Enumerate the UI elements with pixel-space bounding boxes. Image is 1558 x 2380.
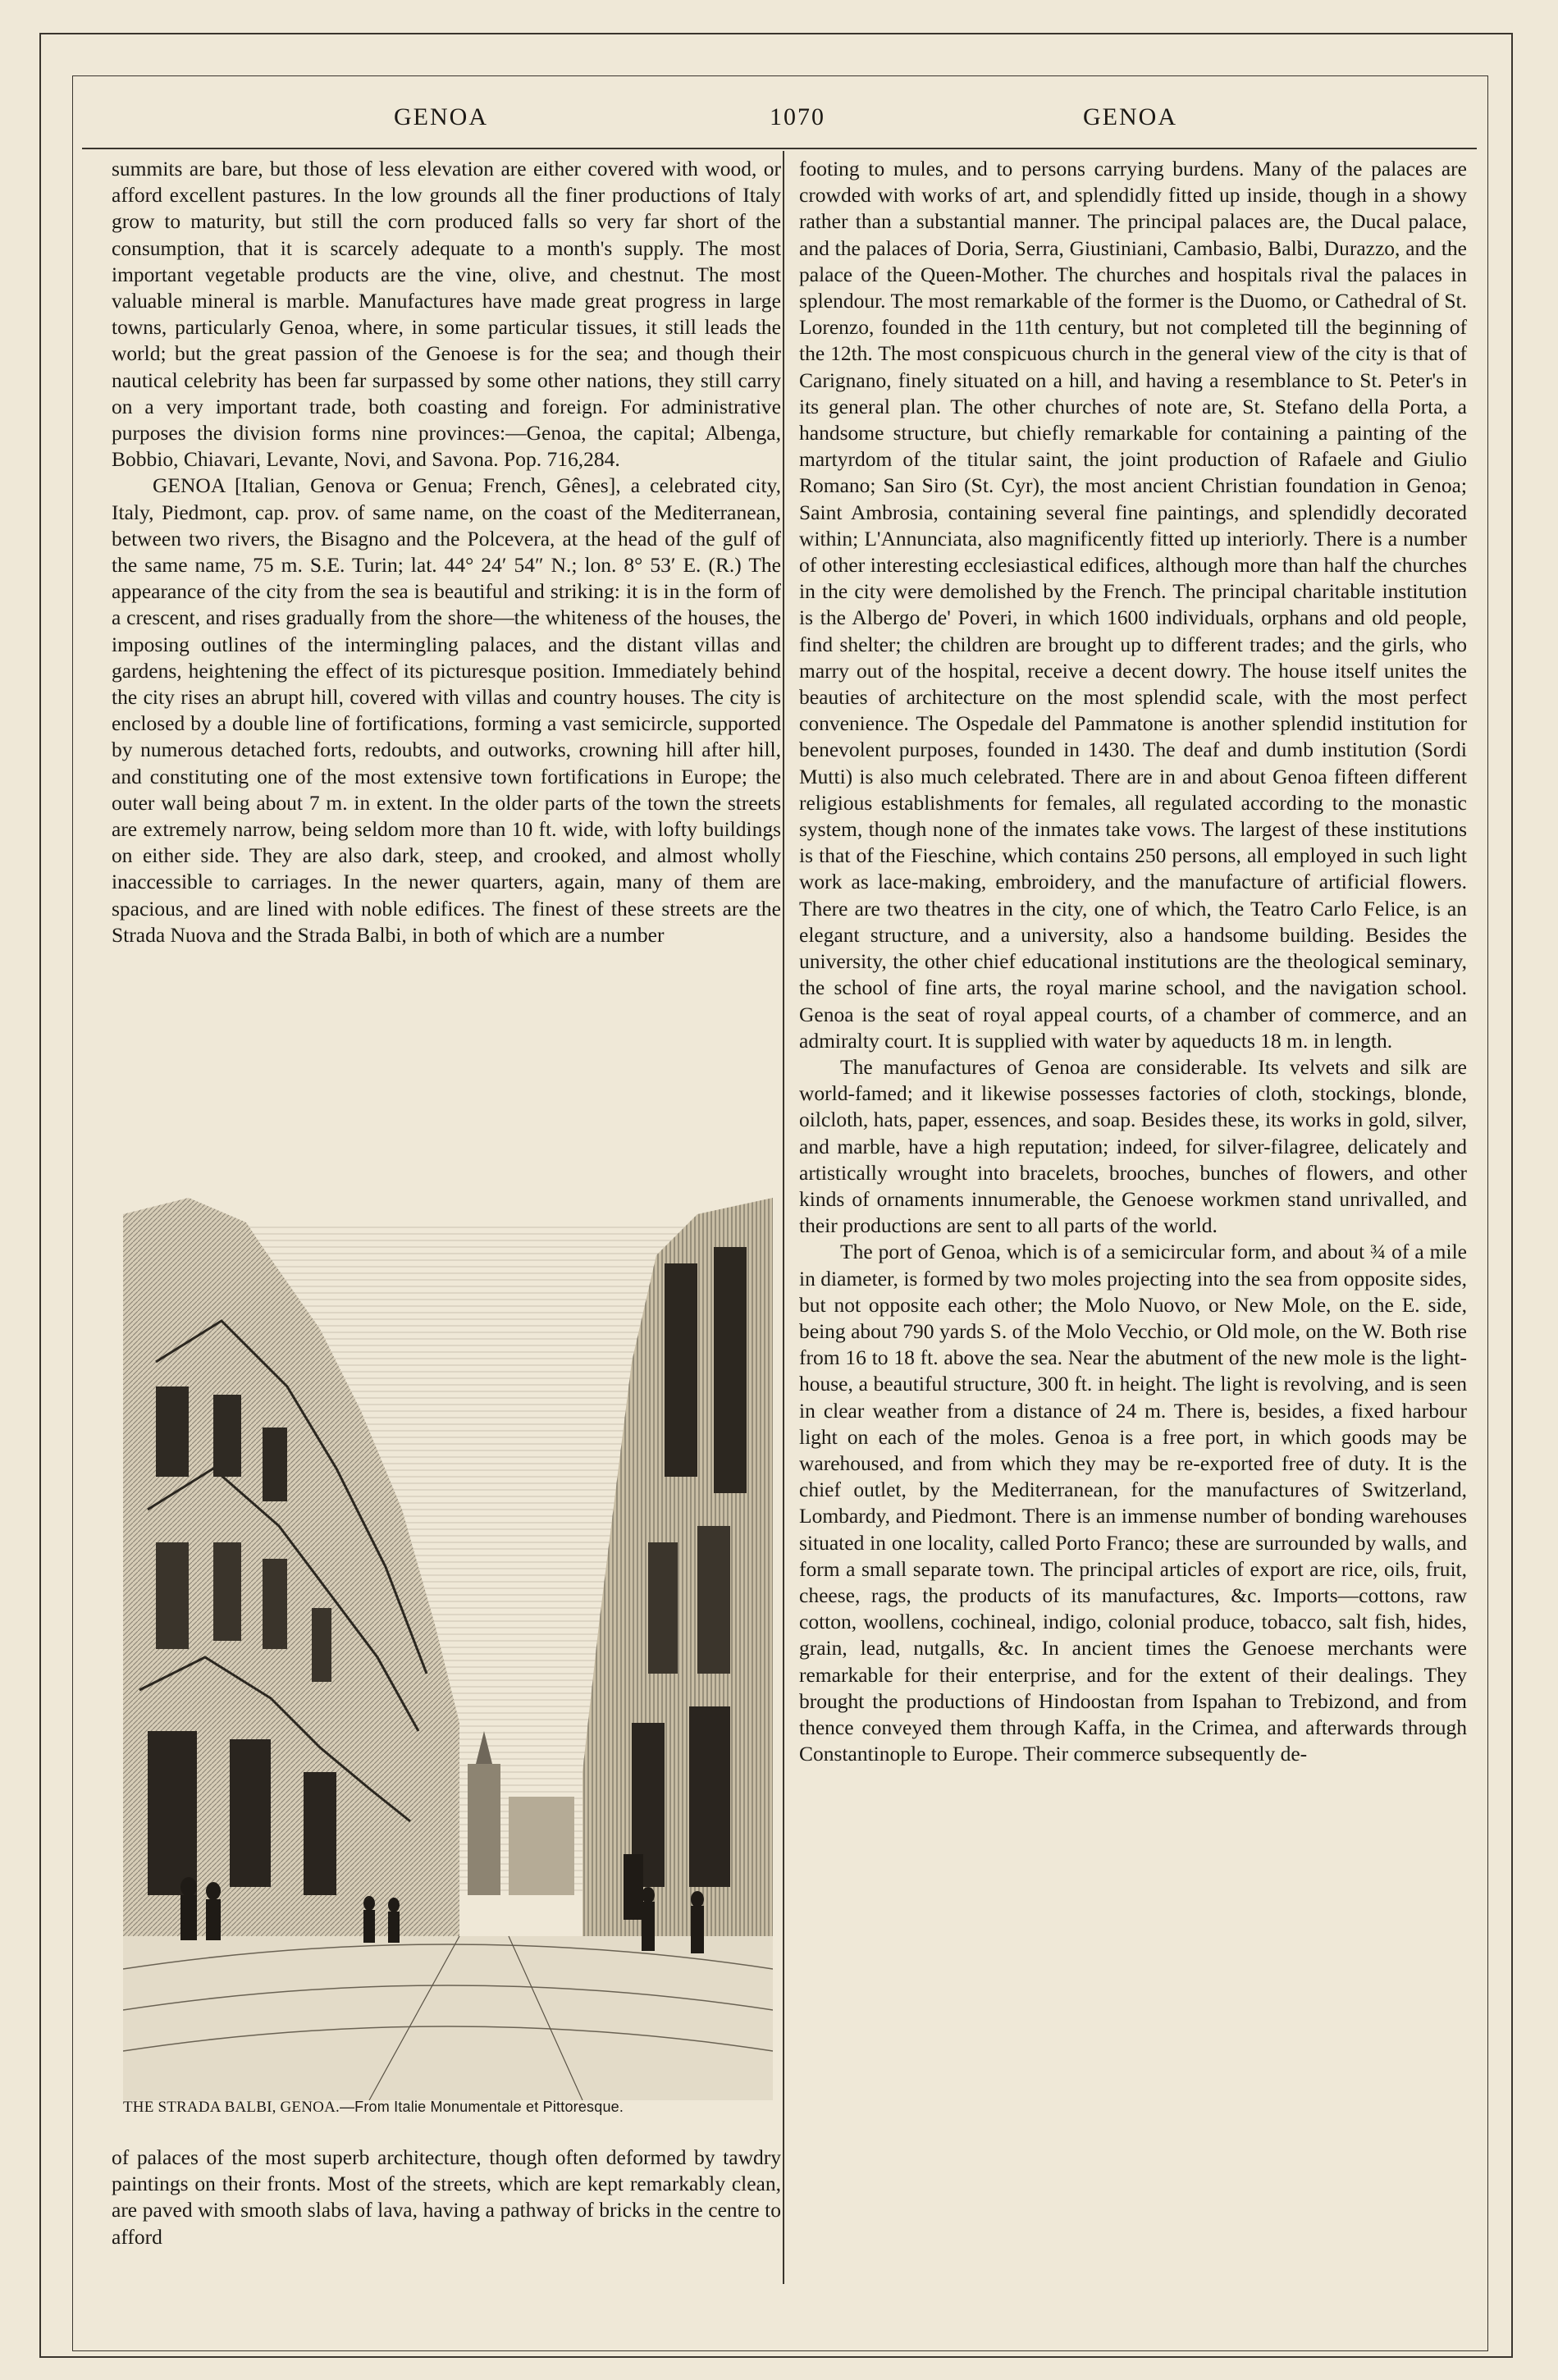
column-divider xyxy=(783,151,784,2284)
caption-source: —From Italie Monumentale et Pittoresque. xyxy=(339,2099,624,2115)
figure-caption xyxy=(123,2099,779,2117)
header-left: GENOA xyxy=(394,103,488,130)
header-rule xyxy=(82,148,1477,149)
right-column xyxy=(799,156,1467,1767)
paragraph: footing to mules, and to persons carrying burdens. Many of the palaces are crowded with works of art, and splendidly fitted up inside, though in a showy rather than a substantial manner. The principal palaces are, the Ducal palace, and the palaces of Doria, Serra, Giustiniani, Cambasio, Balbi, Durazzo, and the palace of the Queen-Mother. The churches and hospitals rival the palaces in splendour. The most remarkable of the former is the Duomo, or Cathedral of St. Lorenzo, founded in the 11th century, but not completed till the beginning of the 12th. The most conspicuous church in the general view of the city is that of Carignano, finely situated on a hill, and having a resemblance to St. Peter's in its general plan. The other churches of note are, St. Stefano della Porta, a handsome structure, but chiefly remarkable for containing a painting of the martyrdom of the titular saint, the joint production of Rafaele and Giulio Romano; San Siro (St. Cyr), the most ancient Christian foundation in Genoa; Saint Ambrosia, containing several fine paintings, and splendidly decorated within; L'Annunciata, also magnificently fitted up interiorly. There is a number of other interesting ecclesiastical edifices, although more than half the churches in the city were demolished by the French. The principal charitable institution is the Albergo de' Poveri, in which 1600 individuals, orphans and old people, find shelter; the children are brought up to different trades; and the girls, who marry out of the hospital, receive a decent dowry. The house itself unites the beauties of architecture on the most splendid scale, with the most perfect convenience. The Ospedale del Pammatone is another splendid institution for benevolent purposes, founded in 1430. The deaf and dumb institution (Sordi Mutti) is also much celebrated. There are in and about Genoa fifteen different religious establishments for females, all regulated according to the monastic system, though none of the inmates take vows. The largest of these institutions is that of the Fieschine, which contains 250 persons, all employed in such light work as lace-making, embroidery, and the manufacture of artificial flowers. There are two theatres in the city, one of which, the Teatro Carlo Felice, is an elegant structure, and a university, also a handsome building. Besides the university, the other chief educational institutions are the theological seminary, the school of fine arts, the royal marine school, and the navigation school. Genoa is the seat of royal appeal courts, of a chamber of commerce, and an admiralty court. It is supplied with water by aqueducts 18 m. in length. xyxy=(799,157,1467,1053)
paragraph-manufactures: The manufactures of Genoa are considerable. Its velvets and silk are world-famed; and it likewise possesses factories of cloth, stockings, blonde, oilcloth, hats, paper, essences, and soap. Besides these, its works in gold, silver, and marble, have a high reputation; indeed, for silver-filagree, delicately and artistically wrought into bracelets, brooches, bunches of flowers, and other kinds of ornaments innumerable, the Genoese workmen stand unrivalled, and their productions are sent to all parts of the world. xyxy=(799,1054,1467,1238)
engraving-strada-balbi xyxy=(123,1198,773,2100)
paragraph-genoa-entry: GENOA [Italian, Genova or Genua; French, Gênes], a celebrated city, Italy, Piedmont, cap. prov. of same name, on the coast of the Mediterranean, between two rivers, the Bisagno and the Polcevera, at the head of the gulf of the same name, 75 m. S.E. Turin; lat. 44° 24′ 54″ N.; lon. 8° 53′ E. (R.) The appearance of the city from the sea is beautiful and striking: it is in the form of a crescent, and rises gradually from the shore—the whiteness of the houses, the imposing outlines of the intermingling palaces, and the distant villas and gardens, heightening the effect of its picturesque position. Immediately behind the city rises an abrupt hill, covered with villas and country houses. The city is enclosed by a double line of fortifications, forming a vast semicircle, supported by numerous detached forts, redoubts, and outworks, crowning hill after hill, and constituting one of the most extensive town fortifications in Europe; the outer wall being about 7 m. in extent. In the older parts of the town the streets are extremely narrow, being seldom more than 10 ft. wide, with lofty buildings on either side. They are also dark, steep, and crooked, and almost wholly inaccessible to carriages. In the newer quarters, again, many of them are spacious, and are lined with noble edifices. The finest of these streets are the Strada Nuova and the Strada Balbi, in both of which are a number xyxy=(112,473,781,947)
page-number: 1070 xyxy=(770,103,825,130)
paragraph: summits are bare, but those of less elevation are either covered with wood, or afford excellent pastures. In the low grounds all the finer productions of Italy grow to maturity, but still the corn produced falls so very far short of the consumption, that it is scarcely adequate to a month's supply. The most important vegetable products are the vine, olive, and chestnut. The most valuable mineral is marble. Manufactures have made great progress in large towns, particularly Genoa, where, in some particular tissues, it still leads the world; but the great passion of the Genoese is for the sea; and though their nautical celebrity has been far surpassed by some other nations, they still carry on a very important trade, both coasting and foreign. For administrative purposes the division forms nine provinces:—Genoa, the capital; Albenga, Bobbio, Chiavari, Levante, Novi, and Savona. Pop. 716,284. xyxy=(112,157,781,472)
caption-title: THE STRADA BALBI, GENOA. xyxy=(123,2099,340,2116)
paragraph: of palaces of the most superb architecture, though often deformed by tawdry paintings on their fronts. Most of the streets, which are kept remarkably clean, are paved with smooth slabs of lava, having a pathway of bricks in the centre to afford xyxy=(112,2145,781,2249)
street-illustration xyxy=(123,1198,773,2100)
header-right: GENOA xyxy=(1083,103,1177,130)
running-header xyxy=(98,90,1477,148)
left-column-bottom xyxy=(112,2145,781,2250)
left-column-top xyxy=(112,156,781,948)
paragraph-port: The port of Genoa, which is of a semicircular form, and about ¾ of a mile in diameter, is formed by two moles projecting into the sea from opposite sides, but not opposite each other; the Molo Nuovo, or New Mole, on the E. side, being about 790 yards S. of the Molo Vecchio, or Old mole, on the W. Both rise from 16 to 18 ft. above the sea. Near the abutment of the new mole is the light-house, a beautiful structure, 300 ft. in height. The light is revolving, and is seen in clear weather from a distance of 24 m. There is, besides, a fixed harbour light on each of the moles. Genoa is a free port, in which goods may be warehoused, and from which they may be re-exported free of duty. It is the chief outlet, by the Mediterranean, for the manufactures of Switzerland, Lombardy, and Piedmont. There is an immense number of bonding warehouses situated in one locality, called Porto Franco; these are surrounded by walls, and form a small separate town. The principal articles of export are rice, oils, fruit, cheese, rags, the products of its manufactures, &c. Imports—cottons, raw cotton, woollens, cochineal, indigo, colonial produce, tobacco, salt fish, hides, grain, lead, nutgalls, &c. In ancient times the Genoese merchants were remarkable for their enterprise, and for the extent of their dealings. They brought the productions of Hindoostan from Ispahan to Trebizond, and from thence conveyed them through Kaffa, in the Crimea, and afterwards through Constantinople to Europe. Their commerce subsequently de- xyxy=(799,1240,1467,1766)
